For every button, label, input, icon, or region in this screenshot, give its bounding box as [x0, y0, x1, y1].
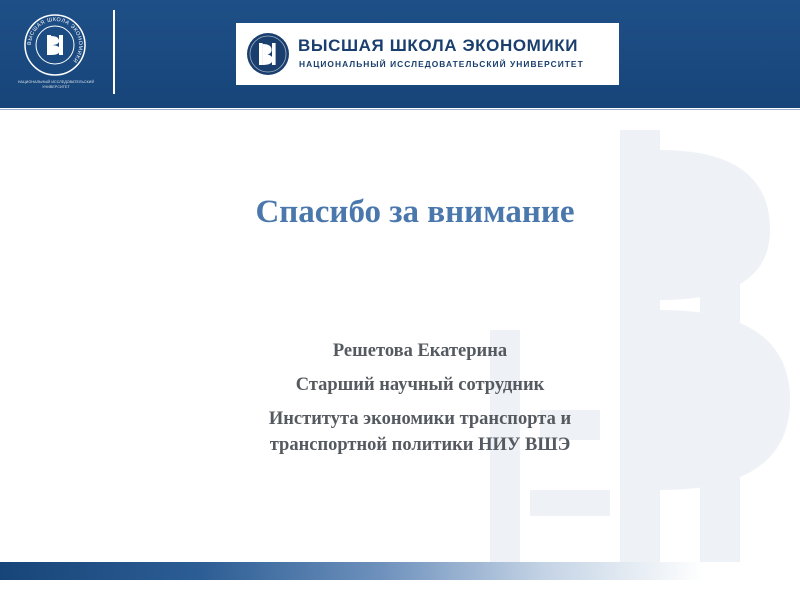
thanks-title: Спасибо за внимание [255, 194, 575, 230]
seal-caption: НАЦИОНАЛЬНЫЙ ИССЛЕДОВАТЕЛЬСКИЙ УНИВЕРСИТЕТ [17, 80, 95, 89]
header-divider [113, 10, 115, 94]
banner-title: ВЫСШАЯ ШКОЛА ЭКОНОМИКИ [298, 36, 579, 55]
footer-gradient-bar [0, 562, 800, 580]
header-band [0, 0, 800, 104]
hse-logo-icon [246, 32, 290, 76]
university-banner [236, 23, 619, 85]
author-org-line2: транспортной политики НИУ ВШЭ [269, 435, 571, 455]
banner-subtitle: НАЦИОНАЛЬНЫЙ ИССЛЕДОВАТЕЛЬСКИЙ УНИВЕРСИТЕТ [299, 59, 584, 69]
author-name: Решетова Екатерина [332, 341, 508, 361]
author-org-line1: Института экономики транспорта и [268, 409, 572, 429]
header-rule [0, 104, 800, 108]
author-position: Старший научный сотрудник [295, 375, 545, 395]
author-organization [200, 406, 640, 458]
hse-seal-icon [24, 14, 86, 76]
seal-ring-text: ВЫСШАЯ ШКОЛА ЭКОНОМИКИ [26, 16, 84, 64]
